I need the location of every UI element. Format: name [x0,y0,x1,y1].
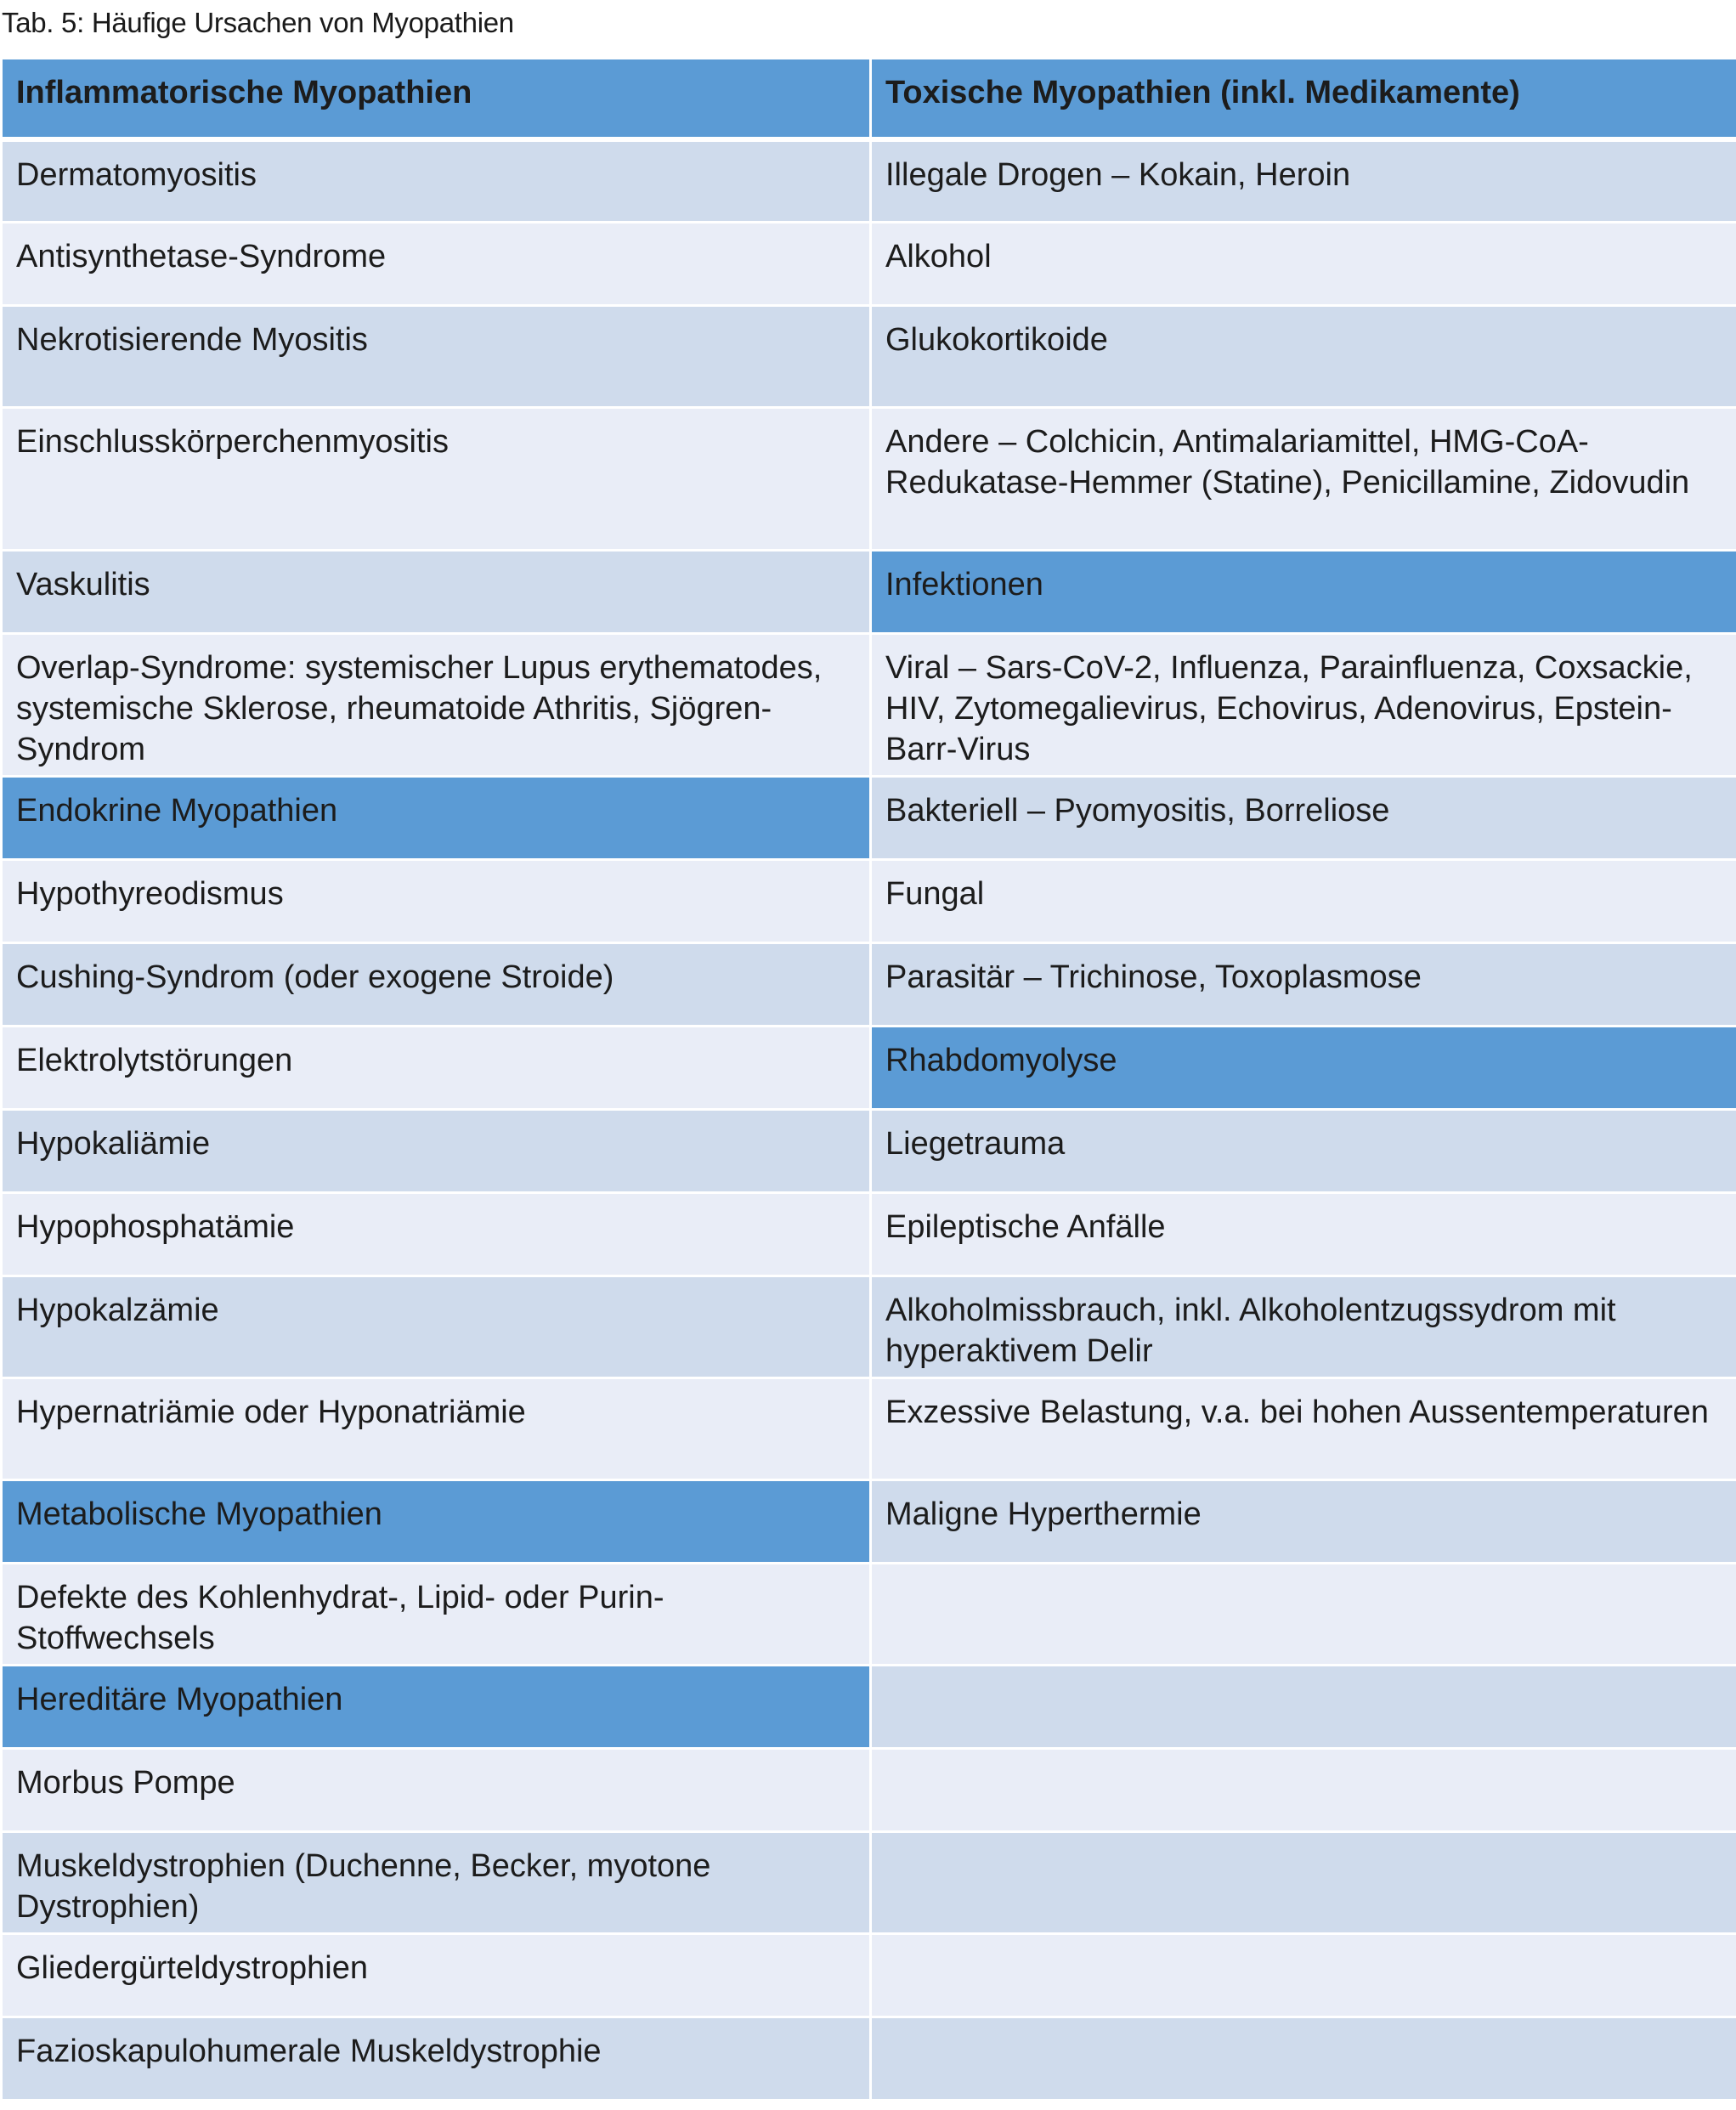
table-header-row [2,59,1736,139]
table-cell-right: Parasitär – Trichinose, Toxoplasmose [871,943,1736,1027]
table-cell-left: Hypernatriämie oder Hyponatriämie [2,1378,871,1480]
table-cell-right: Exzessive Belastung, v.a. bei hohen Aussentemperaturen [871,1378,1736,1480]
table-row [2,551,1736,634]
table-row [2,1110,1736,1193]
table-row [2,1749,1736,1832]
section-header-infections: Infektionen [871,551,1736,634]
table-row [2,139,1736,223]
table-row [2,777,1736,860]
table-cell-right: Glukokortikoide [871,306,1736,408]
table-cell-right [871,1564,1736,1666]
table-row [2,1480,1736,1564]
table-row [2,306,1736,408]
table-row [2,1666,1736,1749]
table-row [2,1378,1736,1480]
table-cell-left: Vaskulitis [2,551,871,634]
table-cell-left: Morbus Pompe [2,1749,871,1832]
table-cell-right: Maligne Hyperthermie [871,1480,1736,1564]
column-header-inflammatory: Inflammatorische Myopathien [2,59,871,139]
table-cell-right [871,1666,1736,1749]
table-cell-left: Einschlusskörperchenmyositis [2,408,871,551]
table-cell-right: Alkohol [871,223,1736,306]
myopathy-causes-table [0,57,1736,2102]
table-cell-right [871,1832,1736,1934]
table-cell-right: Epileptische Anfälle [871,1193,1736,1276]
section-header-hereditary: Hereditäre Myopathien [2,1666,871,1749]
section-header-rhabdomyolysis: Rhabdomyolyse [871,1027,1736,1110]
table-cell-right: Liegetrauma [871,1110,1736,1193]
table-cell-left: Elektrolytstörungen [2,1027,871,1110]
table-cell-left: Gliedergürteldystrophien [2,1934,871,2017]
section-header-endocrine: Endokrine Myopathien [2,777,871,860]
table-cell-left: Antisynthetase-Syndrome [2,223,871,306]
table-cell-left: Defekte des Kohlenhydrat-, Lipid- oder Purin-Stoffwechsels [2,1564,871,1666]
table-cell-right [871,2017,1736,2101]
table-caption: Tab. 5: Häufige Ursachen von Myopathien [2,7,514,38]
table-row [2,2017,1736,2101]
table-cell-right: Illegale Drogen – Kokain, Heroin [871,139,1736,223]
table-cell-left: Hypothyreodismus [2,860,871,943]
table-cell-left: Overlap-Syndrome: systemischer Lupus erythematodes, systemische Sklerose, rheumatoide Athritis, Sjögren-Syndrom [2,634,871,777]
table-cell-right: Alkoholmissbrauch, inkl. Alkoholentzugssydrom mit hyperaktivem Delir [871,1276,1736,1378]
table-cell-left: Hypokalzämie [2,1276,871,1378]
table-row [2,1193,1736,1276]
table-cell-left: Fazioskapulohumerale Muskeldystrophie [2,2017,871,2101]
section-header-metabolic: Metabolische Myopathien [2,1480,871,1564]
table-row [2,1564,1736,1666]
table-row [2,1832,1736,1934]
table-cell-left: Hypophosphatämie [2,1193,871,1276]
table-row [2,223,1736,306]
table-cell-right [871,1749,1736,1832]
table-row [2,634,1736,777]
table-cell-left: Nekrotisierende Myositis [2,306,871,408]
table-cell-left: Muskeldystrophien (Duchenne, Becker, myotone Dystrophien) [2,1832,871,1934]
table-cell-right: Fungal [871,860,1736,943]
table-cell-right: Andere – Colchicin, Antimalariamittel, HMG-CoA-Redukatase-Hemmer (Statine), Penicillamine, Zidovudin [871,408,1736,551]
table-cell-right: Viral – Sars-CoV-2, Influenza, Parainfluenza, Coxsackie, HIV, Zytomegalievirus, Echovirus, Adenovirus, Epstein-Barr-Virus [871,634,1736,777]
table-row [2,1934,1736,2017]
table-cell-left: Hypokaliämie [2,1110,871,1193]
table-cell-left: Cushing-Syndrom (oder exogene Stroide) [2,943,871,1027]
column-header-toxic: Toxische Myopathien (inkl. Medikamente) [871,59,1736,139]
table-row [2,943,1736,1027]
table-row [2,860,1736,943]
table-cell-left: Dermatomyositis [2,139,871,223]
table-row [2,1027,1736,1110]
table-row [2,408,1736,551]
table-cell-right: Bakteriell – Pyomyositis, Borreliose [871,777,1736,860]
table-cell-right [871,1934,1736,2017]
table-row [2,1276,1736,1378]
